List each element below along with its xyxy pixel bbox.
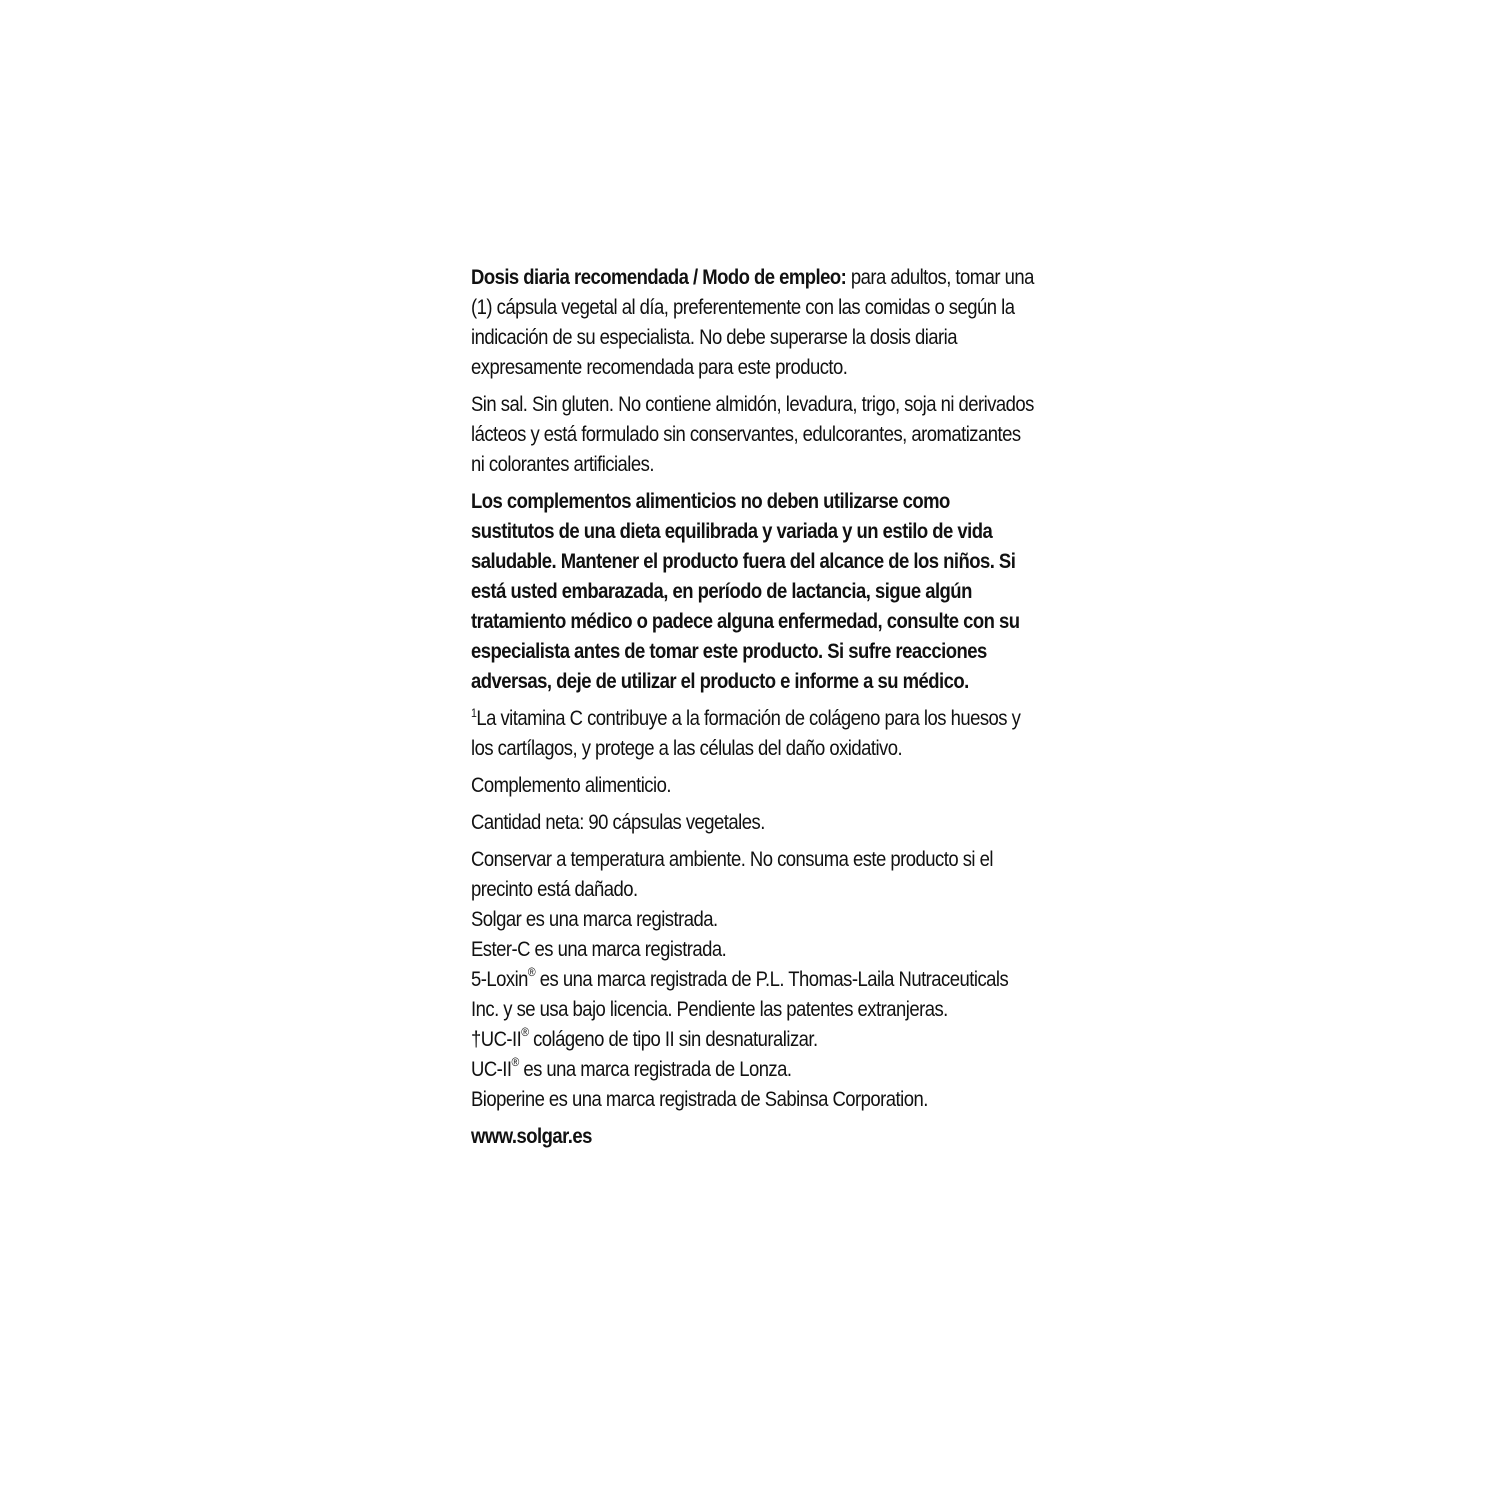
ucii-name: UC-II <box>471 1058 512 1081</box>
footnote-paragraph <box>471 704 1036 764</box>
trademark-ucii <box>471 1055 1036 1085</box>
trademark-ucii-dagger <box>471 1025 1036 1055</box>
ucii-dagger-text: colágeno de tipo II sin desnaturalizar. <box>528 1028 818 1051</box>
free-from-paragraph: Sin sal. Sin gluten. No contiene almidón, levadura, trigo, soja ni derivados lácteos y está formulado sin conservantes, edulcorantes, aromatizantes ni colorantes artificiales. <box>471 393 1034 476</box>
trademark-bioperine: Bioperine es una marca registrada de Sabinsa Corporation. <box>471 1088 928 1111</box>
loxin-name: 5-Loxin <box>471 968 528 991</box>
warning-paragraph: Los complementos alimenticios no deben utilizarse como sustitutos de una dieta equilibrada y variada y un estilo de vida saludable. Mantener el producto fuera del alcance de los niños. Si está usted embarazada, en período de lactancia, sigue algún tratamiento médico o padece alguna enfermedad, consulte con su especialista antes de tomar este producto. Si sufre reacciones adversas, deje de utilizar el producto e informe a su médico. <box>471 490 1020 693</box>
registered-mark: ® <box>511 1055 519 1069</box>
trademark-5-loxin <box>471 965 1036 1025</box>
footnote-text: La vitamina C contribuye a la formación de colágeno para los huesos y los cartílagos, y protege a las células del daño oxidativo. <box>471 707 1021 760</box>
trademark-ester-c: Ester-C es una marca registrada. <box>471 938 727 961</box>
storage-instructions: Conservar a temperatura ambiente. No consuma este producto si el precinto está dañado. <box>471 848 993 901</box>
registered-mark: ® <box>527 965 536 979</box>
label-text-panel <box>471 263 1036 1159</box>
ucii-text: es una marca registrada de Lonza. <box>518 1058 792 1081</box>
product-type: Complemento alimenticio. <box>471 774 671 797</box>
registered-mark: ® <box>521 1025 529 1039</box>
dosage-text: para adultos, tomar una (1) cápsula vegetal al día, preferentemente con las comidas o según la indicación de su especialista. No debe superarse la dosis diaria expresamente recomendada para este producto. <box>471 266 1034 379</box>
net-quantity: Cantidad neta: 90 cápsulas vegetales. <box>471 811 765 834</box>
trademark-solgar: Solgar es una marca registrada. <box>471 908 718 931</box>
dosage-paragraph <box>471 263 1036 383</box>
footnote-marker: 1 <box>471 706 477 720</box>
loxin-text: es una marca registrada de P.L. Thomas-Laila Nutraceuticals Inc. y se usa bajo licencia. Pendiente las patentes extranjeras. <box>471 968 1009 1021</box>
website-link[interactable]: www.solgar.es <box>471 1125 592 1148</box>
dosage-heading: Dosis diaria recomendada / Modo de empleo: <box>471 266 847 289</box>
ucii-dagger-name: †UC-II <box>471 1028 522 1051</box>
